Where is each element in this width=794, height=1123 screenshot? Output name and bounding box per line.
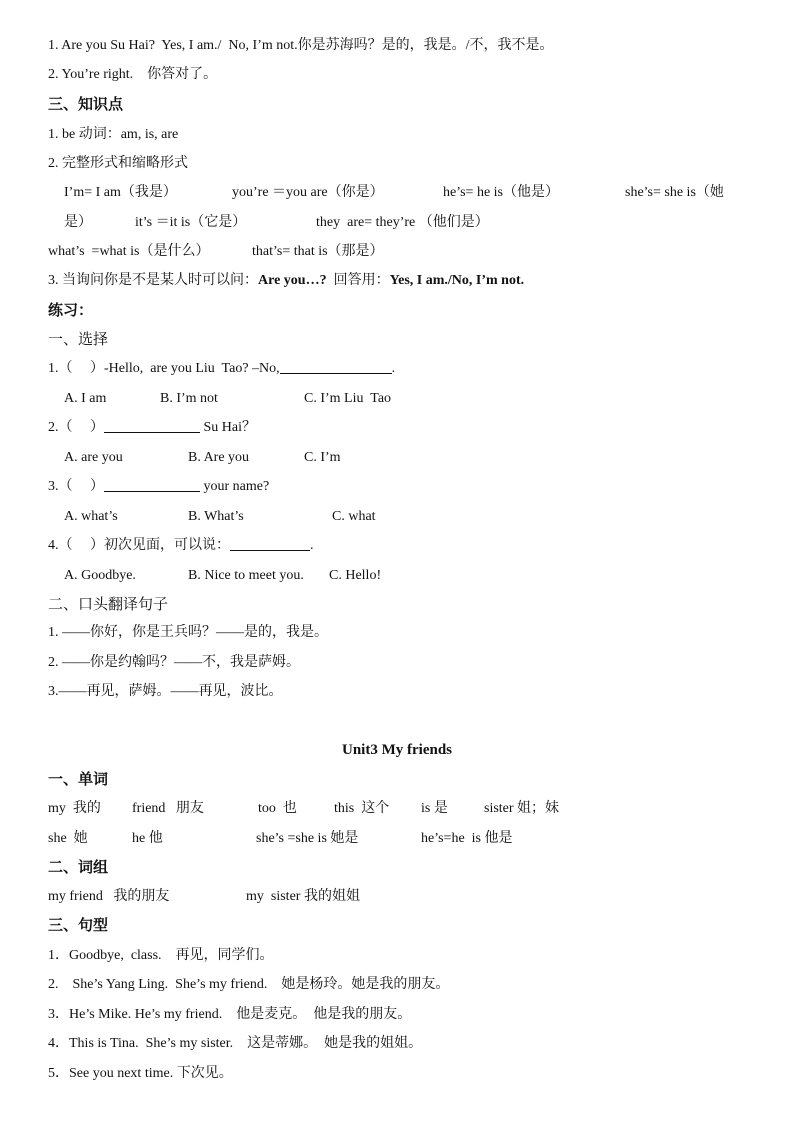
word-hes: he’s=he is 他是 — [421, 831, 513, 846]
knowledge-point-1: 1. be 动词：am, is, are — [48, 127, 179, 142]
form-they-are: they are= they’re （他们是） — [316, 215, 489, 230]
form-he-is: he’s= he is（他是） — [443, 185, 559, 200]
q2-option-a[interactable]: A. are you — [64, 450, 123, 465]
q1-end: . — [391, 361, 396, 376]
word-she: she 她 — [48, 831, 88, 846]
form-it-is: it’s ＝it is（它是） — [135, 215, 247, 230]
p3-answer: Yes, I am./No, I’m not. — [389, 273, 525, 288]
unit-sentence-5: 5．See you next time. 下次见。 — [48, 1066, 233, 1081]
translate-heading: 二、口头翻译句子 — [48, 597, 169, 613]
q2-blank[interactable] — [104, 418, 200, 433]
form-she-is-cont: 是） — [64, 215, 92, 230]
q2-option-c[interactable]: C. I’m — [304, 450, 341, 465]
question-3 — [48, 476, 269, 498]
q3-option-b[interactable]: B. What’s — [188, 509, 244, 524]
question-4 — [48, 535, 314, 557]
translate-1: 1. ——你好，你是王兵吗？——是的，我是。 — [48, 625, 328, 640]
words-heading: 一、单词 — [48, 772, 109, 788]
q4-end: . — [310, 538, 314, 553]
knowledge-heading: 三、知识点 — [48, 97, 124, 113]
form-she-is: she’s= she is（她 — [625, 185, 724, 200]
sentences-heading: 三、句型 — [48, 918, 109, 934]
question-2 — [48, 417, 256, 439]
phrase-my-friend: my friend 我的朋友 — [48, 889, 170, 904]
translate-3: 3.——再见，萨姆。——再见，波比。 — [48, 684, 283, 699]
q4-option-a[interactable]: A. Goodbye. — [64, 568, 136, 583]
q2-stem: 2.（ ） — [48, 420, 104, 435]
q4-option-c[interactable]: C. Hello! — [329, 568, 382, 583]
word-friend: friend 朋友 — [132, 801, 204, 816]
question-1 — [48, 358, 395, 380]
p3-question: Are you…? — [258, 273, 327, 288]
q4-option-b[interactable]: B. Nice to meet you. — [188, 568, 304, 583]
unit-sentence-4: 4．This is Tina. She’s my sister. 这是蒂娜。 她是我的姐姐。 — [48, 1036, 423, 1051]
knowledge-point-2: 2. 完整形式和缩略形式 — [48, 156, 188, 171]
form-that-is: that’s= that is（那是） — [252, 244, 384, 259]
word-my: my 我的 — [48, 801, 101, 816]
choice-heading: 一、选择 — [48, 332, 109, 348]
knowledge-point-3 — [48, 270, 524, 292]
practice-heading: 练习： — [48, 303, 94, 319]
word-he: he 他 — [132, 831, 163, 846]
sentence-are-you-su-hai: 1. Are you Su Hai? Yes, I am./ No, I’m not.你是苏海吗？是的，我是。/不，我不是。 — [48, 38, 554, 53]
word-sister: sister 姐；妹 — [484, 801, 560, 816]
translate-2: 2. ——你是约翰吗？——不，我是萨姆。 — [48, 655, 300, 670]
q3-blank[interactable] — [104, 477, 200, 492]
q3-end: your name? — [200, 479, 270, 494]
q1-blank[interactable] — [280, 359, 392, 374]
q1-option-c[interactable]: C. I’m Liu Tao — [304, 391, 392, 406]
q2-end: Su Hai？ — [200, 420, 256, 435]
phrase-my-sister: my sister 我的姐姐 — [246, 889, 360, 904]
phrases-heading: 二、词组 — [48, 860, 109, 876]
p3-mid: 回答用： — [326, 273, 390, 288]
form-you-are: you’re ＝you are（你是） — [232, 185, 384, 200]
form-i-am: I’m= I am（我是） — [64, 185, 177, 200]
unit-sentence-2: 2. She’s Yang Ling. She’s my friend. 她是杨玲。她是我的朋友。 — [48, 977, 450, 992]
unit-sentence-3: 3．He’s Mike. He’s my friend. 他是麦克。 他是我的朋友。 — [48, 1007, 412, 1022]
q1-option-b[interactable]: B. I’m not — [160, 391, 218, 406]
word-is: is 是 — [421, 801, 448, 816]
q3-option-c[interactable]: C. what — [332, 509, 376, 524]
q3-stem: 3.（ ） — [48, 479, 104, 494]
q4-blank[interactable] — [230, 536, 310, 551]
q3-option-a[interactable]: A. what’s — [64, 509, 118, 524]
p3-prefix: 3. 当询问你是不是某人时可以问： — [48, 273, 258, 288]
q2-option-b[interactable]: B. Are you — [188, 450, 250, 465]
word-this: this 这个 — [334, 801, 390, 816]
unit-title: Unit3 My friends — [342, 742, 452, 758]
word-too: too 也 — [258, 801, 297, 816]
unit-sentence-1: 1．Goodbye, class. 再见，同学们。 — [48, 948, 274, 963]
q1-stem: 1.（ ）-Hello, are you Liu Tao? –No, — [48, 361, 280, 376]
q4-stem: 4.（ ）初次见面，可以说： — [48, 538, 230, 553]
form-what-is: what’s =what is（是什么） — [48, 244, 210, 259]
word-shes: she’s =she is 她是 — [256, 831, 359, 846]
sentence-you-are-right: 2. You’re right. 你答对了。 — [48, 67, 218, 82]
q1-option-a[interactable]: A. I am — [64, 391, 107, 406]
